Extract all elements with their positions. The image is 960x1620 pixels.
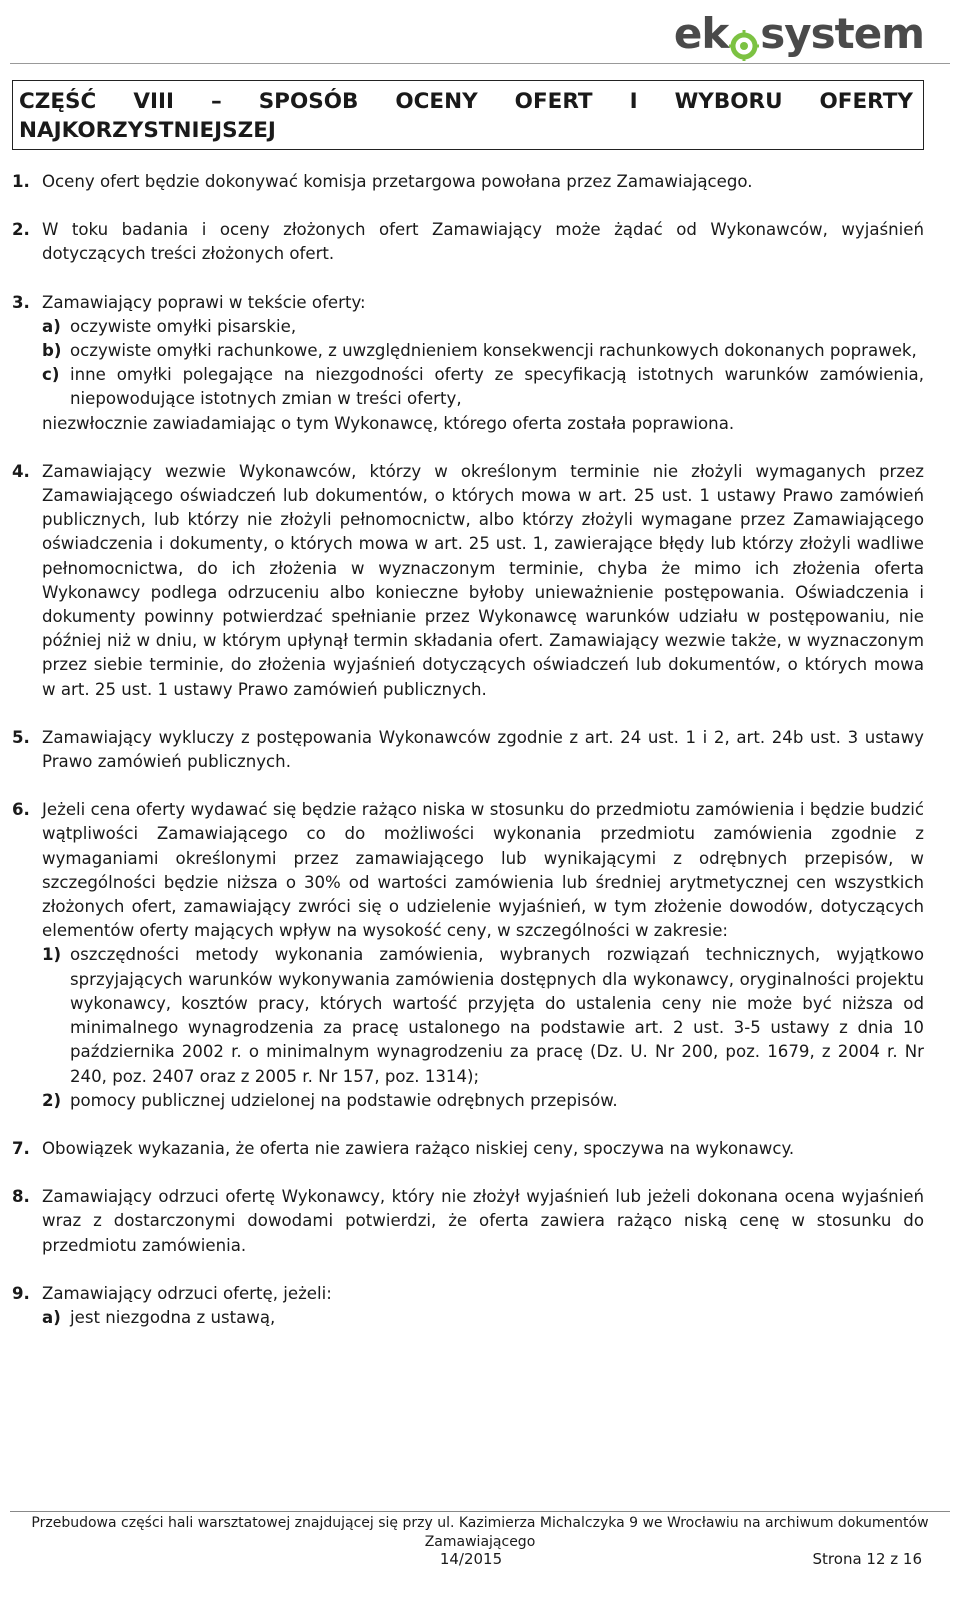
list-item [42, 363, 924, 411]
document-number: 14/2015 [439, 1550, 503, 1568]
footer-description: Przebudowa części hali warsztatowej znajdującej się przy ul. Kazimierza Michalczyka 9 we Wrocławiu na archiwum dokumentów Zamawiającego [31, 1515, 929, 1550]
list-item-label: c) [42, 365, 60, 385]
paragraph-text: Obowiązek wykazania, że oferta nie zawiera rażąco niskiej ceny, spoczywa na wykonawcy. [42, 1138, 795, 1158]
paragraph-number: 1. [12, 172, 30, 191]
list-item-text: inne omyłki polegające na niezgodności oferty ze specyfikacją istotnych warunków zamówienia, niepowodujące istotnych zmian w treści oferty, [70, 365, 924, 409]
list-item [42, 315, 924, 339]
list-item [42, 1306, 924, 1330]
paragraph-5 [12, 726, 924, 774]
paragraph-number: 4. [12, 461, 30, 481]
paragraph-text: Zamawiający odrzuci ofertę, jeżeli: [42, 1283, 332, 1303]
paragraph-text: Zamawiający poprawi w tekście oferty: [42, 292, 366, 312]
paragraph-body [42, 1282, 924, 1330]
paragraph-number: 7. [12, 1138, 30, 1158]
paragraph-body [42, 798, 924, 1113]
paragraph-3 [12, 291, 924, 436]
list-item-label: 2) [42, 1090, 62, 1110]
paragraph-text: Oceny ofert będzie dokonywać komisja przetargowa powołana przez Zamawiającego. [42, 172, 753, 191]
company-logo [674, 2, 924, 58]
paragraph-number: 3. [12, 292, 30, 312]
paragraph-text: Zamawiający odrzuci ofertę Wykonawcy, który nie złożył wyjaśnień lub jeżeli dokonana ocena wyjaśnień wraz z dostarczonymi dowodami potwierdzi, że oferta zawiera rażąco niską cenę w stosunku do przedmiotu zamówienia. [42, 1187, 924, 1255]
logo-leaf-icon [729, 22, 759, 54]
logo-text-eko: ek [673, 9, 729, 58]
paragraph-number: 6. [12, 800, 30, 820]
footer-rule [10, 1511, 950, 1512]
paragraph-6 [12, 798, 924, 1113]
section-title: CZĘŚĆ VIII – SPOSÓB OCENY OFERT I WYBORU OFERTY NAJKORZYSTNIEJSZEJ [19, 89, 913, 143]
logo-text-system: system [760, 9, 924, 58]
paragraph-8 [12, 1185, 924, 1258]
paragraph-number: 9. [12, 1283, 30, 1303]
list-item [42, 1089, 924, 1113]
list-item [42, 339, 924, 363]
list-item-text: oszczędności metody wykonania zamówienia, wybranych rozwiązań technicznych, wyjątkowo sprzyjających warunków wykonywania zamówienia dostępnych dla wykonawcy, oryginalności projektu wykonawcy, kosztów pracy, których wartość przyjęta do ustalenia ceny nie może być niższa od minimalnego wynagrodzenia za pracę ustalonego na podstawie art. 2 ust. 3-5 ustawy z dnia 10 października 2002 r. o minimalnym wynagrodzeniu za pracę (Dz. U. Nr 200, poz. 1679, z 2004 r. Nr 240, poz. 2407 oraz z 2005 r. Nr 157, poz. 1314); [70, 945, 924, 1086]
list-item-label: 1) [42, 945, 62, 965]
page-number: Strona 12 z 16 [812, 1550, 922, 1568]
paragraph-2 [12, 218, 924, 266]
list-item-text: jest niezgodna z ustawą, [70, 1307, 276, 1327]
list-item-text: oczywiste omyłki pisarskie, [70, 316, 297, 336]
paragraph-text: Jeżeli cena oferty wydawać się będzie rażąco niska w stosunku do przedmiotu zamówienia i będzie budzić wątpliwości Zamawiającego co do możliwości wykonania przedmiotu zamówienia zgodnie z wymaganiami określonymi przez zamawiającego lub wynikającymi z odrębnych przepisów, w szczególności będzie niższa o 30% od wartości zamówienia lub średniej arytmetycznej cen wszystkich złożonych ofert, zamawiający zwróci się o udzielenie wyjaśnień, w tym złożenie dowodów, dotyczących elementów oferty mających wpływ na wysokość ceny, w szczególności w zakresie: [42, 800, 924, 941]
paragraph-text: Zamawiający wykluczy z postępowania Wykonawców zgodnie z art. 24 ust. 1 i 2, art. 24b ust. 3 ustawy Prawo zamówień publicznych. [42, 727, 924, 772]
paragraph-text: W toku badania i oceny złożonych ofert Zamawiający może żądać od Wykonawców, wyjaśnień dotyczących treści złożonych ofert. [42, 220, 924, 264]
paragraph-number: 5. [12, 727, 30, 747]
list-item-text: pomocy publicznej udzielonej na podstawie odrębnych przepisów. [70, 1090, 618, 1110]
paragraph-closing-text: niezwłocznie zawiadamiając o tym Wykonawcę, którego oferta została poprawiona. [42, 413, 735, 433]
paragraph-number: 2. [12, 220, 30, 240]
header-rule [10, 63, 950, 64]
section-title-box [12, 80, 924, 150]
list-item [42, 943, 924, 1088]
document-body [12, 170, 924, 1354]
list-item-text: oczywiste omyłki rachunkowe, z uwzględnieniem konsekwencji rachunkowych dokonanych poprawek, [70, 341, 917, 361]
paragraph-7 [12, 1137, 924, 1161]
list-item-label: b) [42, 341, 62, 361]
paragraph-1 [12, 170, 924, 194]
paragraph-text: Zamawiający wezwie Wykonawców, którzy w określonym terminie nie złożyli wymaganych przez Zamawiającego oświadczeń lub dokumentów, o których mowa w art. 25 ust. 1 ustawy Prawo zamówień publicznych, lub którzy nie złożyli pełnomocnictw, albo którzy złożyli wymagane przez Zamawiającego oświadczenia i dokumenty, o których mowa w art. 25 ust. 1, zawierające błędy lub którzy złożyli wadliwe pełnomocnictwa, do ich złożenia w wyznaczonym terminie, chyba że mimo ich złożenia oferta Wykonawcy podlega odrzuceniu albo konieczne byłoby unieważnienie postępowania. Oświadczenia i dokumenty powinny potwierdzać spełnianie przez Wykonawcę warunków udziału w postępowaniu, nie później niż w dniu, w którym upłynął termin składania ofert. Zamawiający wezwie także, w wyznaczonym przez siebie terminie, do złożenia wyjaśnień dotyczących oświadczeń lub dokumentów, o których mowa w art. 25 ust. 1 ustawy Prawo zamówień publicznych. [42, 461, 924, 699]
paragraph-number: 8. [12, 1187, 30, 1207]
paragraph-9 [12, 1282, 924, 1330]
list-item-label: a) [42, 1307, 61, 1327]
list-item-label: a) [42, 316, 61, 336]
paragraph-4 [12, 460, 924, 702]
paragraph-body [42, 291, 924, 436]
